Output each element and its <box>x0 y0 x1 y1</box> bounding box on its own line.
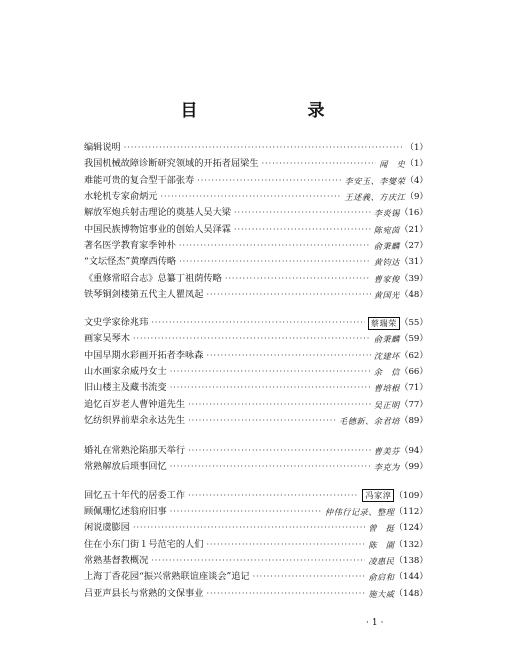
entry-author: 李克为 <box>373 462 400 473</box>
toc-entry[interactable] <box>84 254 428 270</box>
entry-page: （124） <box>394 523 428 534</box>
dot-leader <box>206 348 370 364</box>
dot-leader <box>124 140 403 156</box>
entry-title: 著名医学教育家季钟朴 <box>84 239 176 251</box>
toc-entry[interactable] <box>84 488 428 504</box>
entry-page: （1） <box>405 143 428 154</box>
entry-title: 住在小东门街１号范宅的人们 <box>84 538 204 550</box>
entry-title: 中国早期水彩画开拓者李咏森 <box>84 349 204 361</box>
toc-entry[interactable] <box>84 221 428 237</box>
entry-title: 常熟基督教概况 <box>84 554 149 566</box>
dot-leader <box>179 238 371 254</box>
entry-title: 闲说虞膨园 <box>84 522 130 534</box>
toc-entry[interactable] <box>84 205 428 221</box>
entry-title: 画家吴琴木 <box>84 333 130 345</box>
entry-title: 水轮机专家俞炳元 <box>84 191 158 203</box>
toc-entry[interactable] <box>84 189 428 205</box>
entry-page: （9） <box>405 192 428 203</box>
toc-entry[interactable] <box>84 315 428 331</box>
entry-page: （16） <box>399 208 428 219</box>
toc-entry[interactable] <box>84 396 428 412</box>
entry-author: 冯家淳 <box>362 489 394 502</box>
toc-entry[interactable] <box>84 380 428 396</box>
toc-entry[interactable] <box>84 348 428 364</box>
entry-author: 沈建坏 <box>373 350 400 361</box>
entry-author: 蔡瑞荣 <box>368 317 400 330</box>
entry-author: 黄钧达 <box>373 257 400 268</box>
entry-page: （112） <box>394 507 428 518</box>
entry-author: 俞启和 <box>368 572 395 583</box>
dot-leader <box>179 254 371 270</box>
dot-leader <box>262 156 377 172</box>
toc-entry[interactable] <box>84 156 428 172</box>
dot-leader <box>170 364 371 380</box>
entry-page: （138） <box>394 555 428 566</box>
dot-leader <box>161 189 342 205</box>
toc-entry[interactable] <box>84 553 428 569</box>
toc-entry[interactable] <box>84 569 428 585</box>
entry-title: 旧山楼主及藏书流变 <box>84 382 167 394</box>
entry-title: 顾佩珊忆述翁府旧事 <box>84 506 167 518</box>
entry-author: 曹培根 <box>373 383 400 394</box>
toc-entry[interactable] <box>84 459 428 475</box>
dot-leader <box>225 271 371 287</box>
entry-title: 回忆五十年代的居委工作 <box>84 489 186 501</box>
toc-entry[interactable] <box>84 504 428 520</box>
entry-page: （55） <box>399 318 428 329</box>
toc-entry[interactable] <box>84 287 428 303</box>
entry-page: （109） <box>394 490 428 501</box>
entry-page: （89） <box>399 415 428 426</box>
entry-author: 闻 史 <box>379 159 406 170</box>
entry-page: （48） <box>399 289 428 300</box>
toc-entry[interactable] <box>84 585 428 601</box>
entry-page: （94） <box>399 446 428 457</box>
entry-title: 《重修常昭合志》总纂丁祖荫传略 <box>84 272 222 284</box>
page-number: ·1· <box>366 618 387 628</box>
entry-title: 编辑说明 <box>84 142 121 154</box>
entry-page: （1） <box>405 159 428 170</box>
dot-leader <box>151 315 364 331</box>
page-title: 目 录 <box>180 101 377 121</box>
toc-entry[interactable] <box>84 537 428 553</box>
entry-author: 王述義、方庆江 <box>344 192 406 203</box>
entry-page: （66） <box>399 367 428 377</box>
entry-page: （148） <box>394 588 428 599</box>
entry-author: 吴正明 <box>373 399 400 410</box>
entry-author: 陈 園 <box>368 539 395 550</box>
entry-page: （99） <box>399 462 428 473</box>
entry-title: 中国民族博物馆事业的创始人吴泽霖 <box>84 223 231 235</box>
dot-leader <box>133 331 371 347</box>
dot-leader <box>234 205 371 221</box>
entry-title: 难能可贵的复合型干部张寿 <box>84 174 195 186</box>
entry-author: 施大威 <box>368 588 395 599</box>
entry-author: 李炎锡 <box>373 208 400 219</box>
dot-leader <box>197 173 341 189</box>
toc-entry[interactable] <box>84 520 428 536</box>
dot-leader <box>253 569 366 585</box>
toc-entry[interactable] <box>84 413 428 429</box>
dot-leader <box>170 459 371 475</box>
entry-title: 山水画家余威丹女士 <box>84 366 167 377</box>
dot-leader <box>151 553 365 569</box>
entry-page: （77） <box>399 399 428 410</box>
entry-page: （31） <box>399 257 428 268</box>
entry-page: （39） <box>399 273 428 284</box>
entry-title: 婚礼在常熟沦陷那天举行 <box>84 445 186 457</box>
entry-author: 陈宛茵 <box>373 224 400 235</box>
entry-author: 曾 挺 <box>368 523 395 534</box>
entry-page: （144） <box>394 572 428 583</box>
toc-entry[interactable] <box>84 270 428 286</box>
entry-title: 铁琴铜剑楼第五代主人瞿凤起 <box>84 288 204 300</box>
entry-author: 余 信 <box>373 367 400 377</box>
entry-author: 李安玉、李燮荣 <box>344 175 406 186</box>
entry-title: 文史学家徐兆玮 <box>84 317 149 329</box>
dot-leader <box>188 443 371 459</box>
entry-author: 黄国光 <box>373 289 400 300</box>
dot-leader <box>206 537 365 553</box>
entry-author: 曹家俊 <box>373 273 400 284</box>
toc-entry[interactable] <box>84 443 428 459</box>
toc-list <box>84 140 428 602</box>
toc-entry[interactable] <box>84 364 428 380</box>
entry-title: 吕亚声县长与常熟的文保事业 <box>84 587 204 599</box>
toc-entry[interactable] <box>84 140 428 156</box>
dot-leader <box>206 586 365 602</box>
entry-page: （4） <box>405 175 428 186</box>
dot-leader <box>206 287 370 303</box>
dot-leader <box>234 222 371 238</box>
entry-page: （59） <box>399 334 428 345</box>
entry-page: （71） <box>399 383 428 394</box>
dot-leader <box>188 488 359 504</box>
entry-author: 毛德新、余君培 <box>339 415 400 426</box>
entry-title: 我国机械故障诊断研究领域的开拓者屈梁生 <box>84 158 259 170</box>
dot-leader <box>188 397 371 413</box>
dot-leader <box>170 504 322 520</box>
entry-title: 上海丁香花园“振兴常熟联谊座谈会”追记 <box>84 571 250 583</box>
dot-leader <box>170 380 371 396</box>
entry-title: 常熟解放后琐事回忆 <box>84 461 167 473</box>
entry-page: （132） <box>394 539 428 550</box>
entry-page: （21） <box>399 224 428 235</box>
toc-entry[interactable] <box>84 238 428 254</box>
entry-author: 凌惠民 <box>368 555 395 566</box>
entry-title: 解放军炮兵射击理论的奠基人吴大梁 <box>84 207 231 219</box>
entry-author: 曹美芬 <box>373 446 400 457</box>
entry-page: （27） <box>399 240 428 251</box>
toc-entry[interactable] <box>84 331 428 347</box>
entry-title: “文坛怪杰”黄摩西传略 <box>84 256 177 268</box>
entry-author: 俞秉麟 <box>373 240 400 251</box>
entry-title: 追忆百岁老人曹钟道先生 <box>84 398 186 410</box>
entry-title: 忆纺织界前辈余永达先生 <box>84 414 186 426</box>
toc-entry[interactable] <box>84 173 428 189</box>
entry-page: （62） <box>399 350 428 361</box>
entry-author: 仲伟行记录、整理 <box>324 507 395 518</box>
entry-author: 俞秉麟 <box>373 334 400 345</box>
dot-leader <box>188 413 336 429</box>
dot-leader <box>133 520 365 536</box>
